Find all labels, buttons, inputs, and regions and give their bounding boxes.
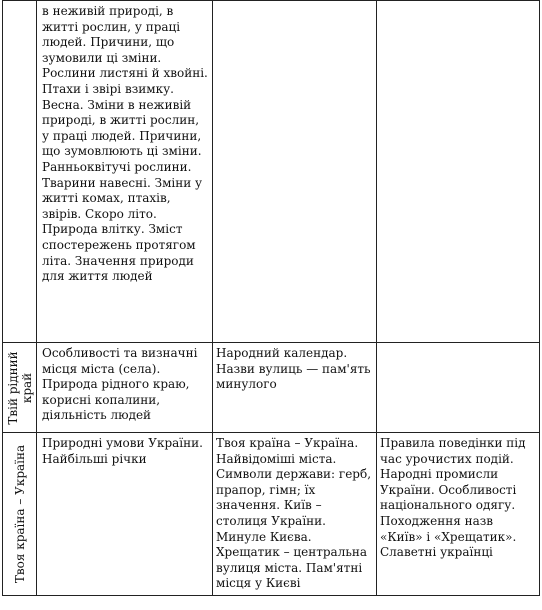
topic-text: в неживій природі, в житті рослин, у праці людей. Причини, що зумовили ці зміни. Рослини листяні й хвойні. Птахи і звірі взимку. Весна. Зміни в неживій природі, в житті рослин, у праці людей. Причини, що зумовлюють ці зміни. Ранньоквітучі рослини. Тварини навесні. Зміни у житті комах, птахів, звірів. Скоро літо. Природа влітку. Зміст спостережень протягом літа. Значення природи для життя людей <box>42 4 208 284</box>
table-row <box>3 1 540 343</box>
topic-cell <box>37 343 213 433</box>
topic-text: Народний календар. Назви вулиць — пам'ять минулого <box>216 346 371 392</box>
curriculum-table <box>2 0 540 596</box>
section-label-line: Твоя країна – Україна <box>12 444 27 584</box>
section-label-cell <box>3 343 37 433</box>
section-label-line: Твій рідний <box>5 350 20 425</box>
section-label <box>6 351 34 424</box>
table-row <box>3 343 540 433</box>
topic-text: Твоя країна – Україна. Найвідоміші міста. Символи держави: герб, прапор, гімн; їх значення. Київ – столиця України. Минуле Києва. Хрещатик – центральна вулиця міста. Пам'ятні місця у Києві <box>216 436 372 591</box>
topic-cell <box>213 1 377 343</box>
topic-cell <box>37 1 213 343</box>
topic-cell <box>377 1 540 343</box>
section-label-line: край <box>19 372 34 403</box>
section-label <box>13 445 27 583</box>
topic-cell <box>377 433 540 596</box>
topic-cell <box>37 433 213 596</box>
section-label-cell <box>3 1 37 343</box>
topic-text: Особливості та визначні місця міста (села). Природа рідного краю, корисні копалини, діяльність людей <box>42 346 198 423</box>
topic-cell <box>213 433 377 596</box>
topic-cell <box>213 343 377 433</box>
topic-cell <box>377 343 540 433</box>
section-label-cell <box>3 433 37 596</box>
topic-text: Природні умови України. Найбільші річки <box>42 436 203 466</box>
topic-text: Правила поведінки під час урочистих подій. Народні промисли України. Особливості національного одягу. Походження назв «Київ» і «Хрещатик». Славетні українці <box>380 436 526 560</box>
table-row <box>3 433 540 596</box>
